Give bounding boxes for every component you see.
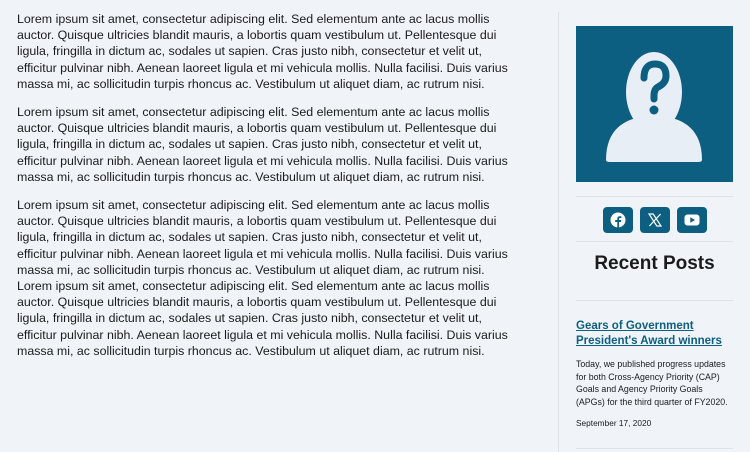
author-avatar — [576, 26, 733, 182]
post-list — [576, 319, 733, 428]
column-divider — [558, 12, 559, 452]
post-date: September 17, 2020 — [576, 418, 652, 429]
main-content — [17, 11, 514, 359]
unknown-person-icon — [576, 26, 733, 182]
social-links — [576, 197, 733, 237]
youtube-button[interactable] — [677, 207, 707, 233]
post-title-link[interactable]: Gears of Government President's Award winners — [576, 320, 722, 347]
body-paragraph: Lorem ipsum sit amet, consectetur adipiscing elit. Sed elementum ante ac lacus mollis auctor. Quisque ultricies blandit mauris, a lobortis quam vestibulum ut. Pellentesque dui ligula, fringilla in dictum ac, sodales ut sapien. Cras justo nibh, consectetur et velit ut, efficitur pulvinar nibh. Aenean laoreet ligula et mi vehicula mollis. Nulla facilisi. Duis varius massa mi, ac sollicitudin turpis rhoncus ac. Vestibulum ut aliquet diam, ac rutrum nisi. — [17, 12, 508, 91]
divider — [576, 448, 733, 449]
body-paragraph: Lorem ipsum sit amet, consectetur adipiscing elit. Sed elementum ante ac lacus mollis auctor. Quisque ultricies blandit mauris, a lobortis quam vestibulum ut. Pellentesque dui ligula, fringilla in dictum ac, sodales ut sapien. Cras justo nibh, consectetur et velit ut, efficitur pulvinar nibh. Aenean laoreet ligula et mi vehicula mollis. Nulla facilisi. Duis varius massa mi, ac sollicitudin turpis rhoncus ac. Vestibulum ut aliquet diam, ac rutrum nisi. — [17, 279, 508, 358]
facebook-icon — [610, 212, 626, 228]
body-paragraph: Lorem ipsum sit amet, consectetur adipiscing elit. Sed elementum ante ac lacus mollis auctor. Quisque ultricies blandit mauris, a lobortis quam vestibulum ut. Pellentesque dui ligula, fringilla in dictum ac, sodales ut sapien. Cras justo nibh, consectetur et velit ut, efficitur pulvinar nibh. Aenean laoreet ligula et mi vehicula mollis. Nulla facilisi. Duis varius massa mi, ac sollicitudin turpis rhoncus ac. Vestibulum ut aliquet diam, ac rutrum nisi. — [17, 198, 508, 277]
sidebar — [576, 26, 733, 428]
divider — [576, 300, 733, 301]
x-button[interactable] — [640, 207, 670, 233]
post-excerpt: Today, we published progress updates for both Cross-Agency Priority (CAP) Goals and Agency Priority Goals (APGs) for the third quarter of FY2020. — [576, 359, 728, 407]
recent-posts-heading: Recent Posts — [594, 253, 715, 274]
x-twitter-icon — [648, 213, 662, 227]
facebook-button[interactable] — [603, 207, 633, 233]
list-item — [576, 319, 733, 428]
divider — [576, 241, 733, 242]
youtube-icon — [684, 214, 700, 226]
body-paragraph: Lorem ipsum sit amet, consectetur adipiscing elit. Sed elementum ante ac lacus mollis auctor. Quisque ultricies blandit mauris, a lobortis quam vestibulum ut. Pellentesque dui ligula, fringilla in dictum ac, sodales ut sapien. Cras justo nibh, consectetur et velit ut, efficitur pulvinar nibh. Aenean laoreet ligula et mi vehicula mollis. Nulla facilisi. Duis varius massa mi, ac sollicitudin turpis rhoncus ac. Vestibulum ut aliquet diam, ac rutrum nisi. — [17, 105, 508, 184]
